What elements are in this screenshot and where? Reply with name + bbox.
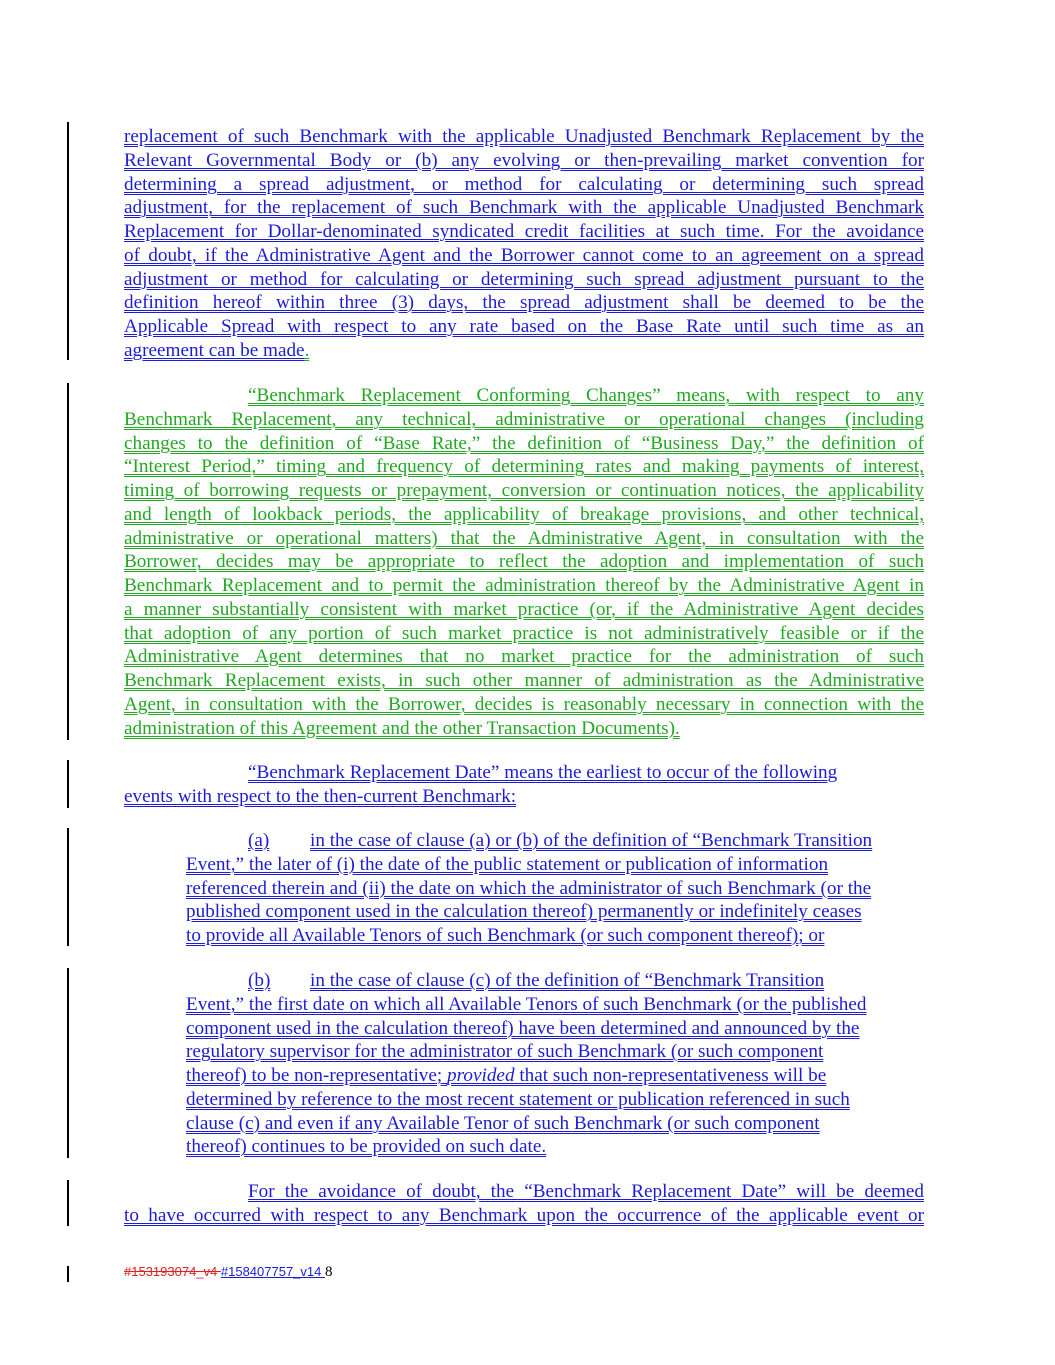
text-line bbox=[186, 829, 936, 853]
line-text: Applicable Spread with respect to any rate based on the Base Rate until such time as an bbox=[124, 316, 924, 337]
text-line bbox=[124, 1204, 924, 1228]
line-text: “Benchmark Replacement Conforming Changes” means, with respect to any bbox=[248, 385, 924, 406]
clause-label: (b) bbox=[248, 970, 271, 991]
document-footer bbox=[124, 1264, 332, 1281]
line-text: published component used in the calculation thereof) permanently or indefinitely ceases bbox=[186, 901, 862, 923]
inserted-doc-id: #158407757_v14 bbox=[220, 1264, 325, 1279]
change-bar bbox=[67, 760, 69, 808]
line-text: Benchmark Replacement and to permit the administration thereof by the Administrative Agent in bbox=[124, 575, 924, 596]
text-line bbox=[186, 924, 936, 948]
line-text: Event,” the first date on which all Available Tenors of such Benchmark (or the published bbox=[186, 993, 867, 1015]
line-text: and length of lookback periods, the applicability of breakage provisions, and other technical, bbox=[124, 503, 924, 525]
text-line bbox=[124, 622, 924, 646]
text-line bbox=[124, 669, 924, 693]
italic-term: provided bbox=[447, 1065, 515, 1086]
text-line bbox=[124, 408, 924, 432]
change-bar bbox=[67, 968, 69, 1158]
text-line bbox=[124, 503, 924, 527]
text-line bbox=[124, 291, 924, 315]
line-text: determined by reference to the most recent statement or publication referenced in such bbox=[186, 1088, 850, 1110]
text-line bbox=[186, 969, 936, 993]
line-text: adjustment, for the replacement of such Benchmark with the applicable Unadjusted Benchmark bbox=[124, 197, 924, 219]
line-text: events with respect to the then-current Benchmark: bbox=[124, 785, 517, 807]
line-text: referenced therein and (ii) the date on which the administrator of such Benchmark (or the bbox=[186, 877, 872, 899]
text-line bbox=[186, 1088, 936, 1112]
line-text: administrative or operational matters) that the Administrative Agent, in consultation with the bbox=[124, 527, 924, 549]
line-text: For the avoidance of doubt, the “Benchmark Replacement Date” will be deemed bbox=[248, 1181, 924, 1202]
line-text: Benchmark Replacement exists, in such other manner of administration as the Administrative bbox=[124, 670, 924, 691]
line-text: replacement of such Benchmark with the applicable Unadjusted Benchmark Replacement by the bbox=[124, 126, 924, 147]
text-line bbox=[186, 993, 936, 1017]
line-text: thereof) continues to be provided on such date. bbox=[186, 1136, 547, 1158]
change-bar bbox=[67, 1266, 69, 1282]
text-line bbox=[124, 527, 924, 551]
text-line bbox=[124, 785, 924, 809]
text-line bbox=[124, 384, 924, 408]
line-text: of doubt, if the Administrative Agent and the Borrower cannot come to an agreement on a spread bbox=[124, 244, 924, 266]
line-text: that adoption of any portion of such market practice is not administratively feasible or if the bbox=[124, 622, 924, 644]
line-text: clause (c) and even if any Available Tenor of such Benchmark (or such component bbox=[186, 1112, 820, 1134]
text-line bbox=[124, 315, 924, 339]
text-line bbox=[124, 432, 924, 456]
text-line bbox=[186, 1040, 936, 1064]
line-text: Replacement for Dollar-denominated syndicated credit facilities at such time. For the avoidance bbox=[124, 221, 924, 242]
line-text: regulatory supervisor for the administrator of such Benchmark (or such component bbox=[186, 1041, 824, 1063]
line-text: thereof) to be non-representative; bbox=[186, 1065, 448, 1086]
text-line bbox=[186, 900, 936, 924]
text-line bbox=[186, 853, 936, 877]
text-line bbox=[124, 220, 924, 244]
line-text: a manner substantially consistent with market practice (or, if the Administrative Agent decides bbox=[124, 598, 924, 620]
line-text: changes to the definition of “Base Rate,” the definition of “Business Day,” the definition of bbox=[124, 432, 924, 454]
text-line bbox=[124, 717, 924, 741]
moved-period: . bbox=[304, 339, 310, 361]
text-line bbox=[124, 149, 924, 173]
text-line bbox=[124, 1180, 924, 1204]
line-text: “Benchmark Replacement Date” means the earliest to occur of the following bbox=[248, 762, 838, 783]
line-text: in the case of clause (a) or (b) of the definition of “Benchmark Transition bbox=[310, 830, 873, 851]
text-line bbox=[124, 339, 924, 363]
text-line bbox=[124, 598, 924, 622]
change-bar bbox=[67, 1180, 69, 1226]
text-line bbox=[186, 877, 936, 901]
text-line bbox=[124, 268, 924, 292]
text-line bbox=[124, 173, 924, 197]
text-line bbox=[124, 479, 924, 503]
page-number: 8 bbox=[324, 1264, 333, 1280]
line-text: administration of this Agreement and the other Transaction Documents). bbox=[124, 717, 680, 739]
line-text: determining a spread adjustment, or method for calculating or determining such spread bbox=[124, 173, 924, 195]
line-text: Agent, in consultation with the Borrower, decides is reasonably necessary in connection with the bbox=[124, 693, 924, 715]
clause-label: (a) bbox=[248, 830, 270, 851]
text-line bbox=[124, 574, 924, 598]
change-bar bbox=[67, 122, 69, 360]
text-line bbox=[124, 761, 924, 785]
line-text: Administrative Agent determines that no market practice for the administration of such bbox=[124, 646, 924, 668]
text-line bbox=[124, 645, 924, 669]
text-line bbox=[124, 693, 924, 717]
line-text: Relevant Governmental Body or (b) any evolving or then-prevailing market convention for bbox=[124, 149, 924, 171]
paragraph-avoidance-of-doubt bbox=[124, 1180, 924, 1228]
text-line bbox=[124, 455, 924, 479]
text-line bbox=[124, 244, 924, 268]
change-bar bbox=[67, 383, 69, 740]
line-text: agreement can be made bbox=[124, 339, 305, 361]
change-bar bbox=[67, 828, 69, 946]
paragraph-replacement-date-definition bbox=[124, 761, 924, 809]
paragraph-spread-adjustment-continued bbox=[124, 125, 924, 363]
line-text: to have occurred with respect to any Benchmark upon the occurrence of the applicable event or bbox=[124, 1204, 924, 1226]
text-line bbox=[124, 125, 924, 149]
deleted-doc-id: #153193074_v4 bbox=[124, 1264, 221, 1279]
line-text: timing of borrowing requests or prepayment, conversion or continuation notices, the applicability bbox=[124, 480, 924, 501]
text-line bbox=[124, 550, 924, 574]
line-text: that such non-representativeness will be bbox=[514, 1065, 827, 1086]
line-text: Event,” the later of (i) the date of the public statement or publication of information bbox=[186, 853, 829, 875]
text-line bbox=[186, 1112, 936, 1136]
line-text: “Interest Period,” timing and frequency of determining rates and making payments of interest, bbox=[124, 456, 924, 478]
line-text: in the case of clause (c) of the definition of “Benchmark Transition bbox=[310, 970, 825, 991]
clause-a bbox=[186, 829, 936, 948]
line-text: adjustment or method for calculating or determining such spread adjustment pursuant to the bbox=[124, 268, 924, 290]
line-text: Benchmark Replacement, any technical, administrative or operational changes (including bbox=[124, 408, 924, 430]
text-line bbox=[186, 1017, 936, 1041]
text-line bbox=[186, 1135, 936, 1159]
line-text: component used in the calculation thereof) have been determined and announced by the bbox=[186, 1017, 860, 1039]
text-line bbox=[186, 1064, 936, 1088]
line-text: Borrower, decides may be appropriate to reflect the adoption and implementation of such bbox=[124, 551, 924, 573]
text-line bbox=[124, 196, 924, 220]
paragraph-conforming-changes-definition bbox=[124, 384, 924, 740]
line-text: definition hereof within three (3) days, the spread adjustment shall be deemed to be the bbox=[124, 292, 924, 314]
clause-b bbox=[186, 969, 936, 1159]
line-text: to provide all Available Tenors of such Benchmark (or such component thereof); or bbox=[186, 925, 825, 946]
